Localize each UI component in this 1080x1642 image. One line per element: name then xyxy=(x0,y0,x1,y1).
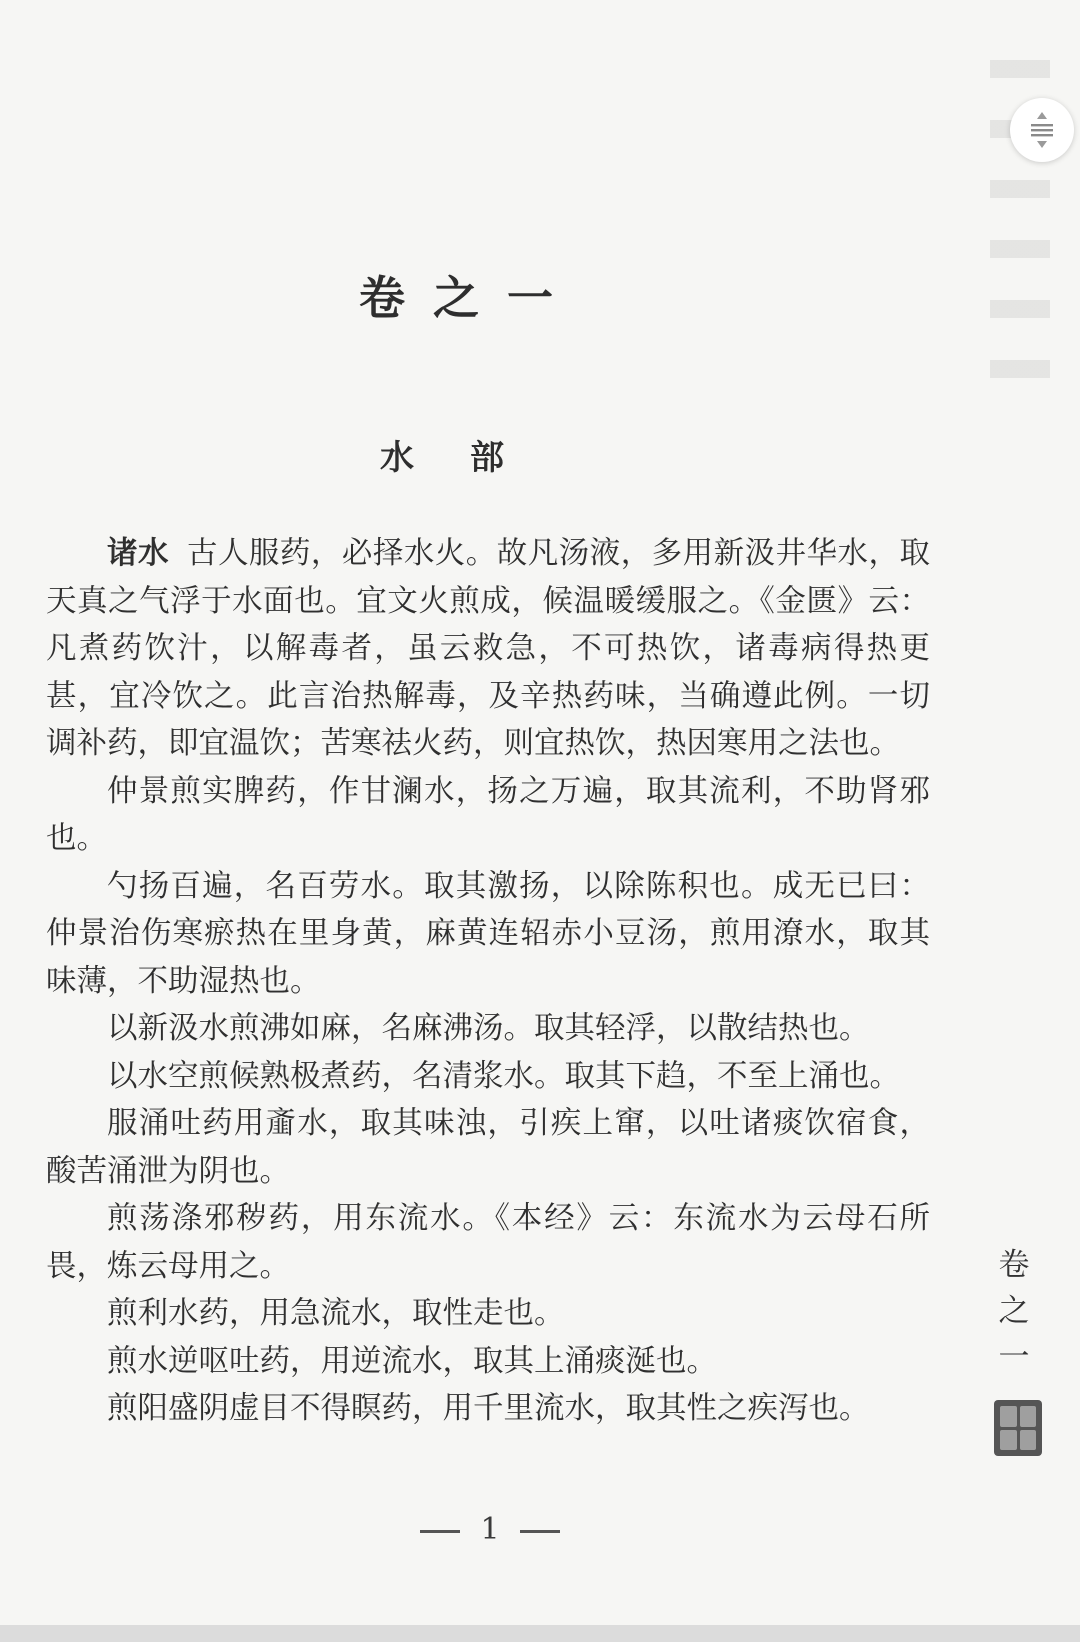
page-number-value: 1 xyxy=(480,1512,500,1547)
entry-term: 诸水 xyxy=(107,535,169,571)
paragraph: 以水空煎候熟极煮药，名清浆水。取其下趋，不至上涌也。 xyxy=(107,1058,900,1094)
paragraph: 以新汲水煎沸如麻，名麻沸汤。取其轻浮，以散结热也。 xyxy=(107,1011,870,1046)
side-chapter-label xyxy=(994,1242,1034,1380)
section-title: 水部 xyxy=(380,438,560,478)
paragraph: 煎阳盛阴虚目不得瞑药，用千里流水，取其性之疾泻也。 xyxy=(107,1391,870,1426)
paragraph: 煎荡涤邪秽药，用东流水。《本经》云：东流水为云母石所畏，炼云母用之。 xyxy=(46,1201,930,1284)
page-number xyxy=(0,1512,980,1547)
paragraph: 服涌吐药用齑水，取其味浊，引疾上窜，以吐诸痰饮宿食，酸苦涌泄为阴也。 xyxy=(46,1106,930,1189)
scroll-up-down-icon[interactable] xyxy=(1010,98,1074,162)
chapter-title: 卷之一 xyxy=(359,271,581,325)
body-text xyxy=(46,530,930,1433)
paragraph-text: 古人服药，必择水火。故凡汤液，多用新汲井华水，取天真之气浮于水面也。宜文火煎成，候温暖缓服之。《金匮》云：凡煮药饮汁，以解毒者，虽云救急，不可热饮，诸毒病得热更甚，宜冷饮之。此言治热解毒，及辛热药味，当确遵此例。一切调补药，即宜温饮；苦寒祛火药，则宜热饮，热因寒用之法也。 xyxy=(46,536,931,761)
paragraph xyxy=(46,530,930,768)
dash-right xyxy=(520,1530,560,1533)
side-label-char: 一 xyxy=(998,1339,1030,1375)
side-label-char: 之 xyxy=(998,1293,1030,1329)
dash-left xyxy=(420,1530,460,1533)
seal-stamp-icon xyxy=(994,1400,1042,1456)
paragraph: 煎利水药，用急流水，取性走也。 xyxy=(107,1296,565,1331)
side-label-char: 卷 xyxy=(998,1247,1030,1283)
paragraph: 仲景煎实脾药，作甘澜水，扬之万遍，取其流利，不助肾邪也。 xyxy=(46,773,930,856)
bottom-strip xyxy=(0,1625,1080,1642)
paragraph: 勺扬百遍，名百劳水。取其激扬，以除陈积也。成无已曰：仲景治伤寒瘀热在里身黄，麻黄连轺赤小豆汤，煎用潦水，取其味薄，不助湿热也。 xyxy=(46,868,930,999)
paragraph: 煎水逆呕吐药，用逆流水，取其上涌痰涎也。 xyxy=(107,1343,717,1379)
